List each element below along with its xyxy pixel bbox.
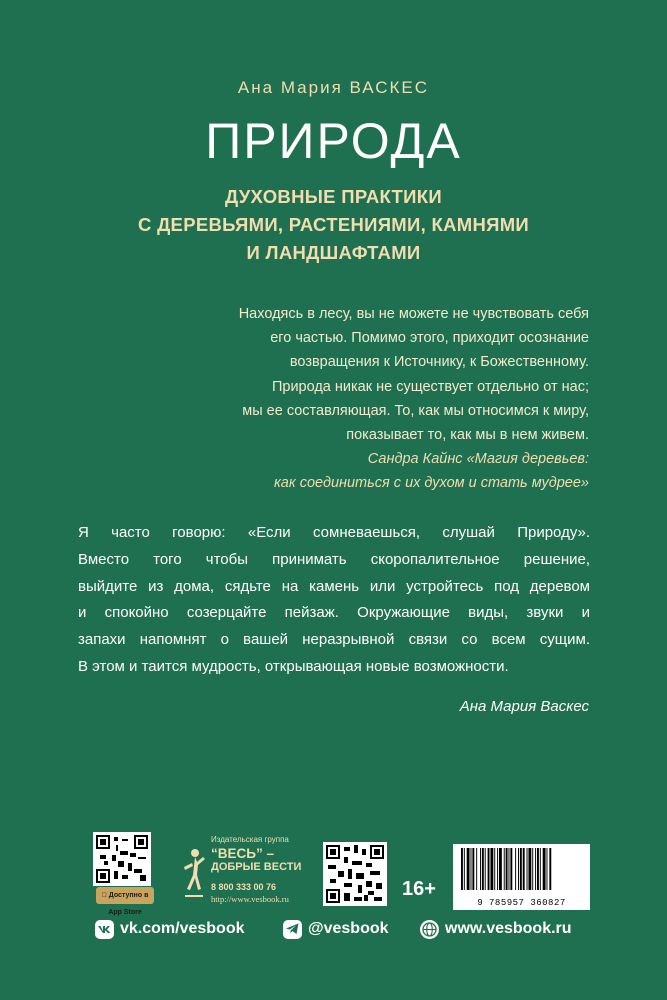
quote-source-line: как соединиться с их духом и стать мудрее» [273,475,589,491]
app-qr-code[interactable] [93,832,151,886]
website-link[interactable] [420,918,572,940]
globe-icon [420,920,439,939]
body-line: Я часто говорю: «Если сомневаешься, слушай Природу». [78,524,590,541]
quote-line: показывает то, как мы в нем живем. [346,427,589,444]
quote-line: Природа никак не существует отдельно от нас; [271,378,589,395]
telegram-icon [283,920,302,939]
telegram-link-label: @vesbook [308,920,389,937]
isbn-digits: 9 785957 360827 [477,898,566,908]
quote-line: возвращения к Источнику, к Божественному. [289,354,589,371]
body-line: выйдите из дома, сядьте на камень или устройтесь под деревом [78,577,590,595]
publisher-block [181,835,301,910]
app-store-icon [102,892,109,899]
website-link-label: www.vesbook.ru [445,920,572,937]
publisher-slogan: ДОБРЫЕ ВЕСТИ [211,861,302,873]
quote-line: Находясь в лесу, вы не можете не чувствовать себя [238,306,589,322]
app-store-label: Доступно в App Store [97,892,153,916]
author-signature: Ана Мария Васкес [459,698,589,715]
quote-source-line: Сандра Кайнс «Магия деревьев: [367,451,589,467]
isbn-barcode [453,844,590,910]
app-store-badge[interactable] [96,887,154,916]
barcode-bars [453,846,590,900]
age-rating: 16+ [402,878,436,900]
author-name-top: Ана Мария ВАСКЕС [237,78,430,97]
publisher-name: “ВЕСЬ” – [211,846,274,861]
body-line: В этом и таится мудрость, открывающая новые возможности. [78,657,509,675]
body-line: Вместо того чтобы принимать скоропалительное решение, [78,550,590,568]
publisher-phone[interactable]: 8 800 333 00 76 [211,882,277,892]
publisher-url[interactable]: http://www.vesbook.ru [211,894,289,904]
vk-icon [95,920,114,939]
vk-link-label: vk.com/vesbook [120,920,245,937]
quote-source [159,447,589,495]
body-paragraph [78,520,590,681]
subtitle-line: С ДЕРЕВЬЯМИ, РАСТЕНИЯМИ, КАМНЯМИ [137,214,530,235]
hermes-logo-icon [181,845,207,905]
body-line: запахи напомнят о вашей неразрывной связи со всем сущим. [78,631,590,649]
book-subtitle [0,183,667,267]
quote-line: его частью. Помимо этого, приходит осознание [270,330,589,347]
telegram-link[interactable] [283,918,389,940]
publisher-label: Издательская группа [211,835,289,844]
quote-line: мы ее составляющая. То, как мы относимся к миру, [242,402,589,419]
vk-link[interactable] [95,918,245,940]
epigraph-quote [159,302,589,447]
subtitle-line: ДУХОВНЫЕ ПРАКТИКИ [225,186,442,207]
book-title: ПРИРОДА [205,113,462,169]
site-qr-code[interactable] [323,842,387,906]
subtitle-line: И ЛАНДШАФТАМИ [246,242,421,263]
body-line: и спокойно созерцайте пейзаж. Окружающие виды, звуки и [78,604,590,622]
